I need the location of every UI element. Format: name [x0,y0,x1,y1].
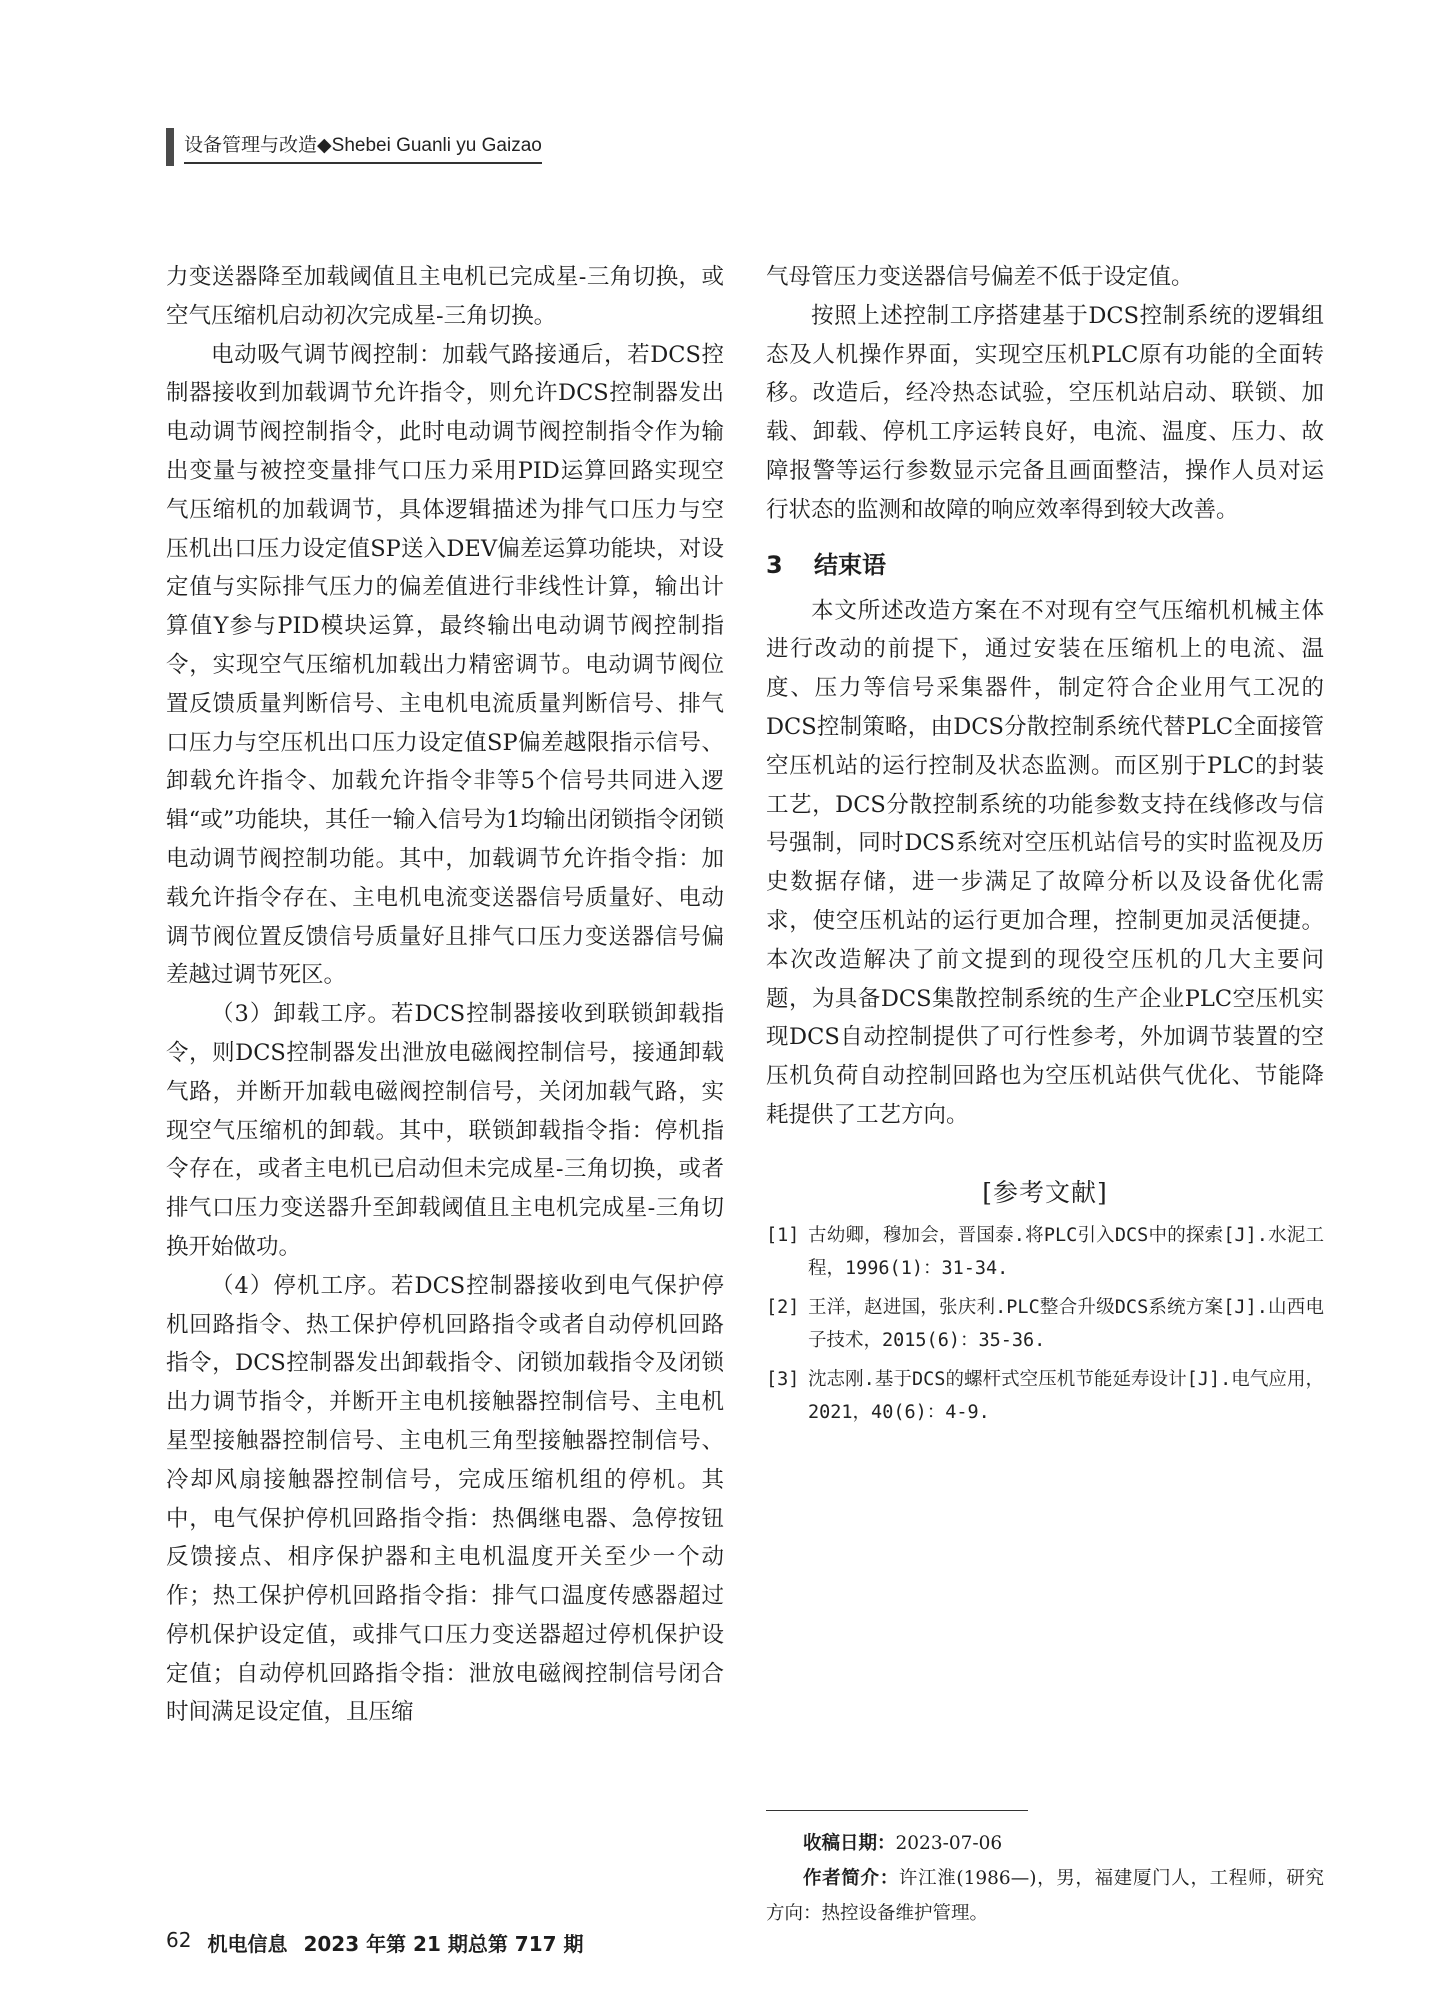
journal-name: 机电信息 [207,1932,288,1956]
left-column [166,258,724,1732]
reference-text: 王洋，赵进国，张庆利.PLC整合升级DCS系统方案[J].山西电子技术，2015(6)：35-36. [808,1296,1324,1351]
reference-text: 古幼卿，穆加会，晋国泰.将PLC引入DCS中的探索[J].水泥工程，1996(1)：31-34. [808,1224,1324,1279]
reference-number: [1] [766,1224,800,1246]
paragraph: 按照上述控制工序搭建基于DCS控制系统的逻辑组态及人机操作界面，实现空压机PLC原有功能的全面转移。改造后，经冷热态试验，空压机站启动、联锁、加载、卸载、停机工序运转良好，电流、温度、压力、故障报警等运行参数显示完备且画面整洁，操作人员对运行状态的监测和故障的响应效率得到较大改善。 [766,302,1324,523]
author-bio [766,1861,1324,1931]
header-title-cn: 设备管理与改造 [184,133,318,156]
reference-item [766,1363,1324,1429]
paragraph: 力变送器降至加载阈值且主电机已完成星-三角切换，或空气压缩机启动初次完成星-三角切换。 [166,264,724,329]
issue-info: 2023 年第 21 期总第 717 期 [303,1932,584,1956]
running-header [166,128,542,166]
author-value: 许江淮(1986—)，男，福建厦门人，工程师，研究方向：热控设备维护管理。 [766,1868,1324,1924]
author-label: 作者简介： [803,1868,899,1889]
section-title: 结束语 [814,550,886,579]
reference-item [766,1291,1324,1357]
header-bar [166,128,174,166]
reference-item [766,1219,1324,1285]
reference-number: [2] [766,1296,800,1318]
header-separator: ◆ [317,133,332,156]
page-number: 62 [166,1928,192,1952]
paragraph: 气母管压力变送器信号偏差不低于设定值。 [766,264,1194,290]
received-date [766,1826,1324,1861]
paragraph: （4）停机工序。若DCS控制器接收到电气保护停机回路指令、热工保护停机回路指令或者自动停机回路指令，DCS控制器发出卸载指令、闭锁加载指令及闭锁出力调节指令，并断开主电机接触器控制信号、主电机星型接触器控制信号、主电机三角型接触器控制信号、冷却风扇接触器控制信号，完成压缩机组的停机。其中，电气保护停机回路指令指：热偶继电器、急停按钮反馈接点、相序保护器和主电机温度开关至少一个动作；热工保护停机回路指令指：排气口温度传感器超过停机保护设定值，或排气口压力变送器超过停机保护设定值；自动停机回路指令指：泄放电磁阀控制信号闭合时间满足设定值，且压缩 [166,1272,724,1726]
paragraph: 电动吸气调节阀控制：加载气路接通后，若DCS控制器接收到加载调节允许指令，则允许DCS控制器发出电动调节阀控制指令，此时电动调节阀控制指令作为输出变量与被控变量排气口压力采用PID运算回路实现空气压缩机的加载调节，具体逻辑描述为排气口压力与空压机出口压力设定值SP送入DEV偏差运算功能块，对设定值与实际排气压力的偏差值进行非线性计算，输出计算值Y参与PID模块运算，最终输出电动调节阀控制指令，实现空气压缩机加载出力精密调节。电动调节阀位置反馈质量判断信号、主电机电流质量判断信号、排气口压力与空压机出口压力设定值SP偏差越限指示信号、卸载允许指令、加载允许指令非等5个信号共同进入逻辑“或”功能块，其任一输入信号为1均输出闭锁指令闭锁电动调节阀控制功能。其中，加载调节允许指令指：加载允许指令存在、主电机电流变送器信号质量好、电动调节阀位置反馈信号质量好且排气口压力变送器信号偏差越过调节死区。 [166,341,724,989]
header-title [184,131,542,164]
header-title-en: Shebei Guanli yu Gaizao [331,134,542,156]
paragraph: 本文所述改造方案在不对现有空气压缩机机械主体进行改动的前提下，通过安装在压缩机上的电流、温度、压力等信号采集器件，制定符合企业用气工况的DCS控制策略，由DCS分散控制系统代替PLC全面接管空压机站的运行控制及状态监测。而区别于PLC的封装工艺，DCS分散控制系统的功能参数支持在线修改与信号强制，同时DCS系统对空压机站信号的实时监视及历史数据存储，进一步满足了故障分析以及设备优化需求，使空压机站的运行更加合理，控制更加灵活便捷。本次改造解决了前文提到的现役空压机的几大主要问题，为具备DCS集散控制系统的生产企业PLC空压机实现DCS自动控制提供了可行性参考，外加调节装置的空压机负荷自动控制回路也为空压机站供气优化、节能降耗提供了工艺方向。 [766,597,1324,1128]
reference-number: [3] [766,1368,800,1390]
page-footer [166,1928,584,1957]
section-heading [766,546,1324,584]
footnote [766,1826,1324,1931]
paragraph: （3）卸载工序。若DCS控制器接收到联锁卸载指令，则DCS控制器发出泄放电磁阀控制信号，接通卸载气路，并断开加载电磁阀控制信号，关闭加载气路，实现空气压缩机的卸载。其中，联锁卸载指令指：停机指令存在，或者主电机已启动但未完成星-三角切换，或者排气口压力变送器升至卸载阈值且主电机完成星-三角切换开始做功。 [166,1001,724,1260]
received-label: 收稿日期： [803,1833,896,1854]
received-value: 2023-07-06 [895,1833,1003,1854]
footnote-divider [766,1810,1028,1811]
right-column [766,258,1324,1435]
references-heading: [参考文献] [982,1177,1108,1207]
reference-text: 沈志刚.基于DCS的螺杆式空压机节能延寿设计[J].电气应用，2021，40(6)：4-9. [808,1368,1324,1423]
section-number: 3 [766,550,783,579]
